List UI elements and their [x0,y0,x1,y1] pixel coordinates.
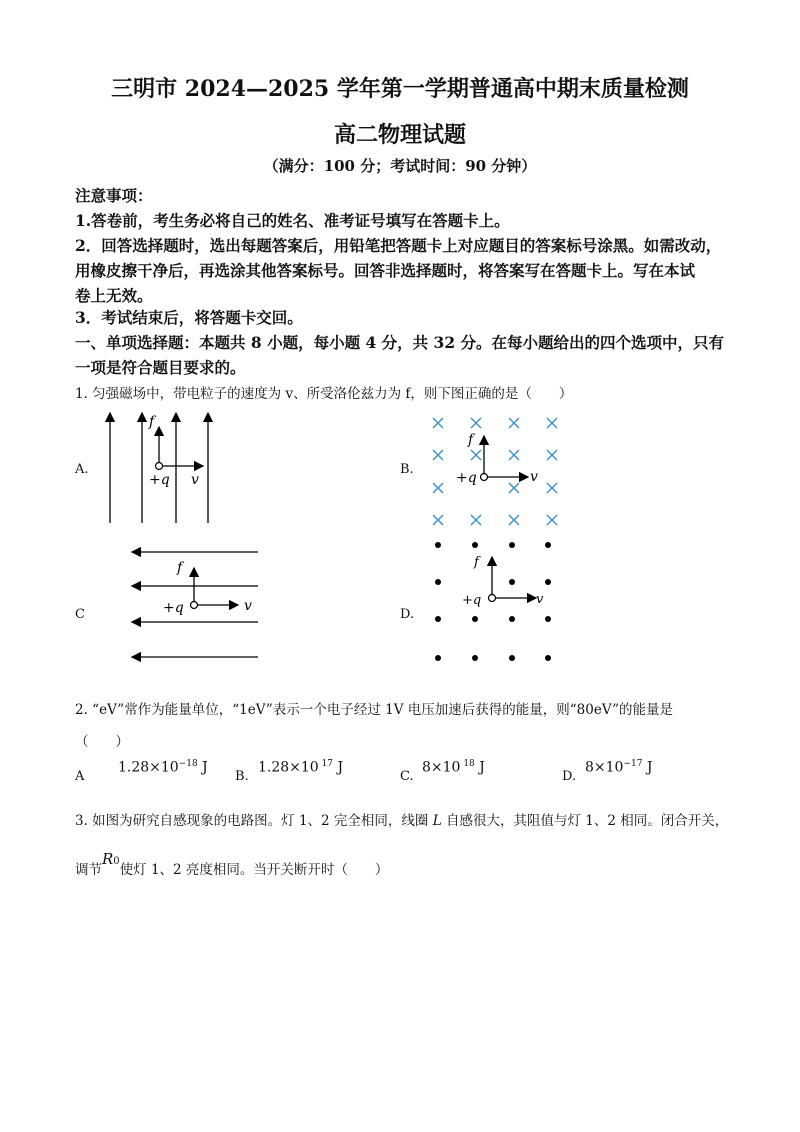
q1-figure-d [420,535,570,665]
velocity-label: v [191,472,199,488]
velocity-label: v [244,598,252,614]
q1-option-b-label: B. [400,462,414,477]
notice-item-2-line-2: 用橡皮擦干净后，再选涂其他答案标号。回答非选择题时，将答案写在答题卡上。写在本试 [75,261,696,280]
q1-figure-c [120,540,270,668]
charge-circle [156,463,163,470]
charge-label: +q [163,600,184,616]
field-dot [435,579,441,585]
velocity-label: v [536,592,544,607]
field-cross [547,450,557,460]
question-1-text: 1. 匀强磁场中，带电粒子的速度为 v、所受洛伦兹力为 f，则下图正确的是（ ） [75,386,573,402]
q2-option-b-label: B. [235,769,249,784]
field-dot [472,542,478,548]
q1-option-d-label: D. [400,607,415,622]
charge-circle [489,595,496,602]
force-label: f [468,432,474,448]
field-cross [547,483,557,493]
field-dot [545,579,551,585]
exam-info: （满分：100 分；考试时间：90 分钟） [263,157,537,175]
field-cross [433,515,443,525]
notice-item-2-line-3: 卷上无效。 [75,286,153,305]
field-dot [435,542,441,548]
question-2-paren: （ ） [75,734,129,750]
question-2-text: 2. “eV”常作为能量单位，“1eV”表示一个电子经过 1V 电压加速后获得的能量，则“80eV”的能量是 [75,702,673,718]
q2-option-c-value: 8×10 $^{18}$ J [422,759,485,776]
force-label: f [474,555,479,570]
field-dot [545,542,551,548]
field-dot [435,655,441,661]
q2-option-a-value: $1.28\times 10^{-18}$ J [118,759,208,776]
charge-circle [481,474,488,481]
force-label: f [149,414,155,430]
notice-heading: 注意事项： [75,186,153,205]
field-cross [547,515,557,525]
charge-label: +q [149,472,170,488]
field-dot [509,542,515,548]
section-1-line-2: 一项是符合题目要求的。 [75,358,246,377]
field-cross [509,483,519,493]
question-3-line-1: 3. 如图为研究自感现象的电路图。灯 1、2 完全相同，线圈 L 自感很大，其阻值与灯 1、2 相同。闭合开关， [75,813,729,829]
field-cross [471,515,481,525]
field-dot [545,655,551,661]
exam-title: 三明市 2024—2025 学年第一学期普通高中期末质量检测 [111,76,689,102]
charge-label: +q [456,470,477,486]
field-cross [547,418,557,428]
field-dot [545,616,551,622]
q1-figure-a [95,405,225,530]
q2-option-d-label: D. [562,769,577,784]
q2-option-c-label: C. [400,769,414,784]
field-dot [472,616,478,622]
field-cross [433,418,443,428]
field-dot [509,655,515,661]
q1-option-a-label: A. [75,462,89,477]
charge-circle [191,602,198,609]
field-dot [509,579,515,585]
field-cross [433,450,443,460]
field-dot [509,616,515,622]
charge-label: +q [462,593,482,608]
velocity-label: v [530,469,538,485]
field-cross [509,450,519,460]
q2-option-d-value: $8\times 10^{-17}$ J [585,759,653,776]
force-label: f [177,560,183,576]
section-1-line-1: 一、单项选择题：本题共 8 小题，每小题 4 分，共 32 分。在每小题给出的四个选项中，只有 [75,333,725,352]
field-cross [509,515,519,525]
question-3-line-2: 调节$R_0$使灯 1、2 亮度相同。当开关断开时（ ） [75,850,389,878]
notice-item-3: 3．考试结束后，将答题卡交回。 [75,308,303,327]
q2-option-a-label: A [75,769,85,784]
field-dot [435,616,441,622]
field-cross [509,418,519,428]
q2-option-b-value: 1.28×10 $^{17}$ J [258,759,344,776]
magnetic-field-crosses [433,418,557,525]
field-cross [471,418,481,428]
field-dot [472,655,478,661]
field-cross [433,483,443,493]
notice-item-2-line-1: 2．回答选择题时，选出每题答案后，用铅笔把答题卡上对应题目的答案标号涂黑。如需改动， [75,236,722,255]
subject-title: 高二物理试题 [333,122,466,148]
q1-option-c-label: C [75,607,85,622]
notice-item-1: 1.答卷前，考生务必将自己的姓名、准考证号填写在答题卡上。 [75,211,510,230]
q1-figure-b [420,408,570,533]
field-cross [471,450,481,460]
